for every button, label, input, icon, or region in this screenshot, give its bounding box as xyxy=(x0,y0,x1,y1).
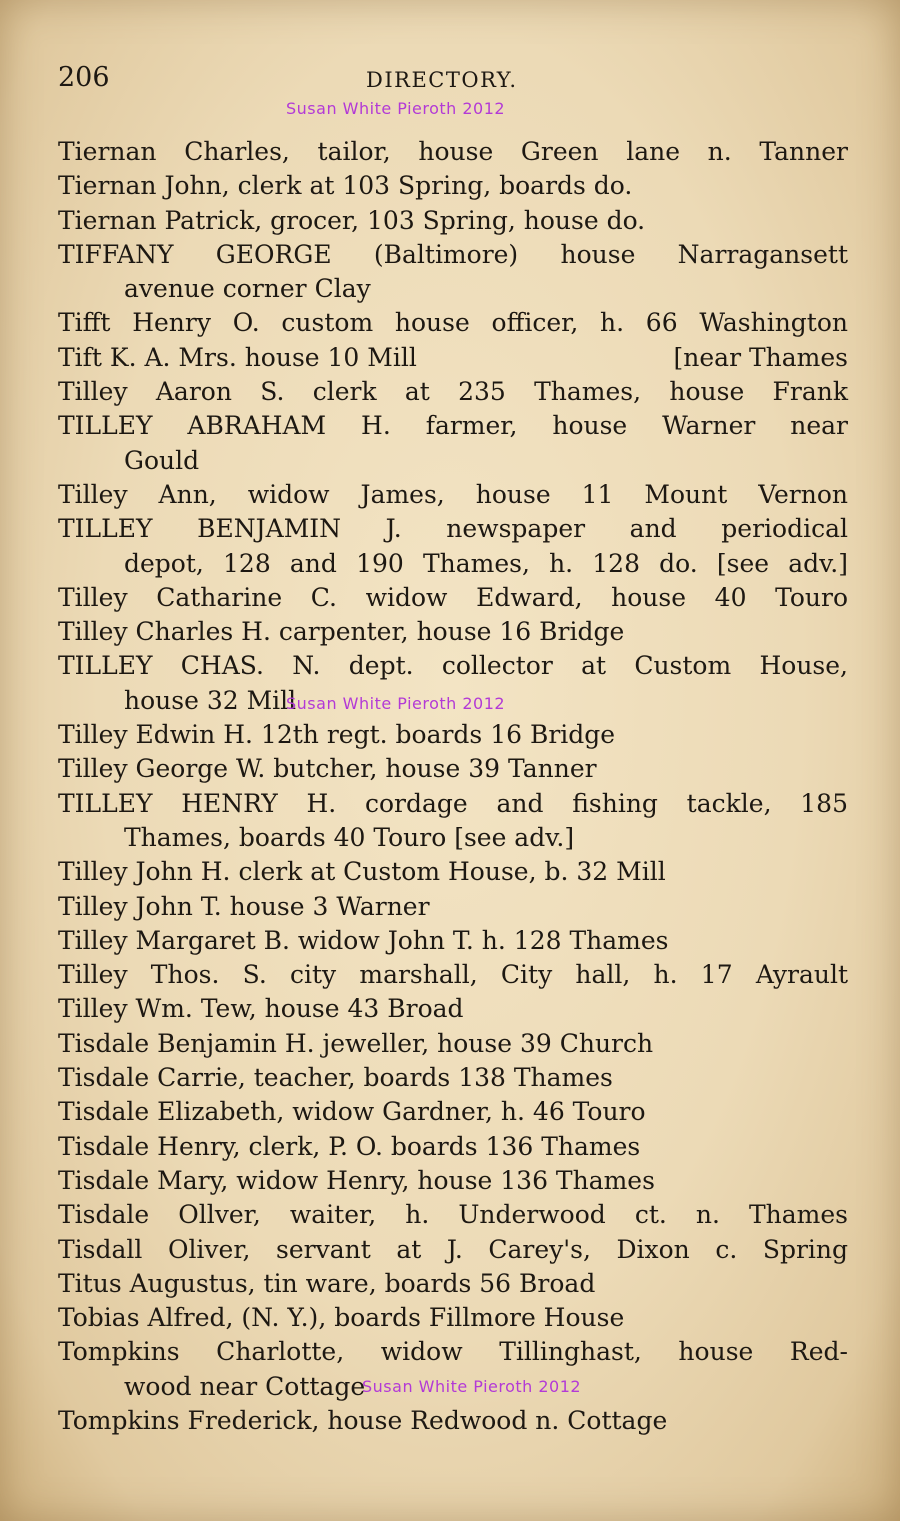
directory-line: Tilley Aaron S. clerk at 235 Thames, house Frank xyxy=(58,377,848,407)
directory-line: Tilley Wm. Tew, house 43 Broad xyxy=(58,994,464,1024)
directory-line: Tisdale Ollver, waiter, h. Underwood ct. n. Thames xyxy=(58,1200,848,1230)
directory-line: Tompkins Charlotte, widow Tillinghast, house Red- xyxy=(58,1337,848,1367)
directory-line: Tilley George W. butcher, house 39 Tanner xyxy=(58,754,597,784)
directory-line: Tiernan John, clerk at 103 Spring, boards do. xyxy=(58,171,633,201)
directory-line: Tifft Henry O. custom house officer, h. 66 Washington xyxy=(58,308,848,338)
directory-entries xyxy=(58,135,848,1438)
directory-line: Tilley Margaret B. widow John T. h. 128 Thames xyxy=(58,925,669,955)
directory-line: Tilley John H. clerk at Custom House, b. 32 Mill xyxy=(58,857,666,887)
directory-line: Tilley Catharine C. widow Edward, house 40 Touro xyxy=(58,582,848,612)
directory-line: TILLEY ABRAHAM H. farmer, house Warner near xyxy=(58,411,848,441)
directory-line: Tobias Alfred, (N. Y.), boards Fillmore House xyxy=(58,1303,625,1333)
directory-line: Tilley Charles H. carpenter, house 16 Bridge xyxy=(58,617,625,647)
page-number: 206 xyxy=(58,62,110,93)
directory-line: TIFFANY GEORGE (Baltimore) house Narragansett xyxy=(58,239,848,269)
directory-line: Tisdale Carrie, teacher, boards 138 Thames xyxy=(58,1063,613,1093)
line-left-text: Tift K. A. Mrs. house 10 Mill xyxy=(58,342,417,372)
directory-line: Tiernan Patrick, grocer, 103 Spring, house do. xyxy=(58,205,646,235)
directory-line: Tilley John T. house 3 Warner xyxy=(58,891,430,921)
directory-line: Tisdall Oliver, servant at J. Carey's, Dixon c. Spring xyxy=(58,1234,848,1264)
directory-line: Tisdale Elizabeth, widow Gardner, h. 46 Touro xyxy=(58,1097,646,1127)
directory-line: TILLEY HENRY H. cordage and fishing tackle, 185 xyxy=(58,788,848,818)
directory-line: Titus Augustus, tin ware, boards 56 Broad xyxy=(58,1268,596,1298)
directory-line: Gould xyxy=(124,445,200,475)
directory-line: wood near Cottage xyxy=(124,1371,366,1401)
line-right-text: [near Thames xyxy=(673,342,848,372)
directory-line: TILLEY BENJAMIN J. newspaper and periodical xyxy=(58,514,848,544)
directory-line: Tilley Thos. S. city marshall, City hall, h. 17 Ayrault xyxy=(58,960,848,990)
directory-line: Tisdale Henry, clerk, P. O. boards 136 Thames xyxy=(58,1131,641,1161)
watermark: Susan White Pieroth 2012 xyxy=(286,694,506,713)
watermark: Susan White Pieroth 2012 xyxy=(286,99,506,118)
directory-line: Tilley Ann, widow James, house 11 Mount Vernon xyxy=(58,479,848,509)
directory-line: Tisdale Benjamin H. jeweller, house 39 Church xyxy=(58,1028,654,1058)
directory-line: TILLEY CHAS. N. dept. collector at Custom House, xyxy=(58,651,848,681)
running-title: DIRECTORY. xyxy=(366,68,518,92)
directory-line: Tisdale Mary, widow Henry, house 136 Thames xyxy=(58,1165,655,1195)
page-header xyxy=(58,62,848,98)
directory-line: house 32 Mill xyxy=(124,685,297,715)
directory-line: Tilley Edwin H. 12th regt. boards 16 Bridge xyxy=(58,720,616,750)
directory-line: Tompkins Frederick, house Redwood n. Cottage xyxy=(58,1405,668,1435)
directory-line: depot, 128 and 190 Thames, h. 128 do. [see adv.] xyxy=(124,548,848,578)
directory-line: Thames, boards 40 Touro [see adv.] xyxy=(124,822,575,852)
watermark: Susan White Pieroth 2012 xyxy=(362,1377,582,1396)
directory-line: Tiernan Charles, tailor, house Green lane n. Tanner xyxy=(58,137,848,166)
directory-line: avenue corner Clay xyxy=(124,274,371,304)
directory-line xyxy=(58,341,848,375)
